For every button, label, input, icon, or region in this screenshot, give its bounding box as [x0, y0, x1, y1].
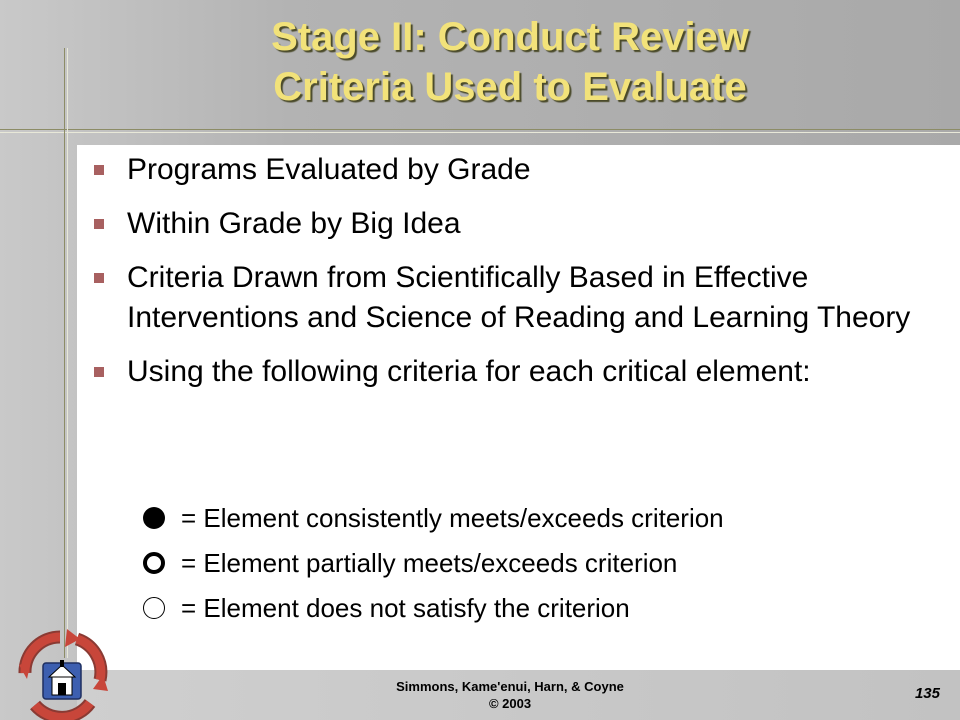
footer-credit: [360, 678, 660, 712]
footer-copyright: © 2003: [488, 696, 532, 711]
decorative-line: [0, 129, 960, 130]
title-line-2: Criteria Used to Evaluate: [273, 65, 747, 109]
empty-circle-icon: [143, 597, 165, 619]
bullet-text: Within Grade by Big Idea: [127, 207, 461, 240]
square-bullet-icon: [94, 273, 104, 283]
decorative-line: [67, 48, 68, 658]
legend-text: = Element consistently meets/exceeds criterion: [181, 503, 724, 533]
square-bullet-icon: [94, 367, 104, 377]
square-bullet-icon: [94, 219, 104, 229]
decorative-line: [64, 48, 65, 658]
footer-authors: Simmons, Kame'enui, Harn, & Coyne: [396, 679, 624, 694]
slide-title: [120, 12, 900, 112]
thick-ring-icon: [143, 552, 165, 574]
bullet-item: [92, 204, 942, 244]
page-number: 135: [914, 685, 940, 702]
legend-text: = Element partially meets/exceeds criterion: [181, 548, 678, 578]
bullet-text: Criteria Drawn from Scientifically Based in Effective Interventions and Science of Reading and Learning Theory: [127, 261, 911, 334]
bullet-item: [92, 258, 942, 338]
bullet-item: [92, 352, 942, 392]
bullet-item: [92, 150, 942, 190]
filled-circle-icon: [143, 507, 165, 529]
bullet-text: Using the following criteria for each critical element:: [127, 355, 811, 388]
square-bullet-icon: [94, 165, 104, 175]
legend-text: = Element does not satisfy the criterion: [181, 593, 630, 623]
decorative-line: [0, 132, 960, 133]
bullet-list: [92, 150, 942, 406]
bullet-text: Programs Evaluated by Grade: [127, 153, 531, 186]
title-line-1: Stage II: Conduct Review: [271, 15, 749, 59]
schoolhouse-cycle-icon: [5, 625, 115, 720]
